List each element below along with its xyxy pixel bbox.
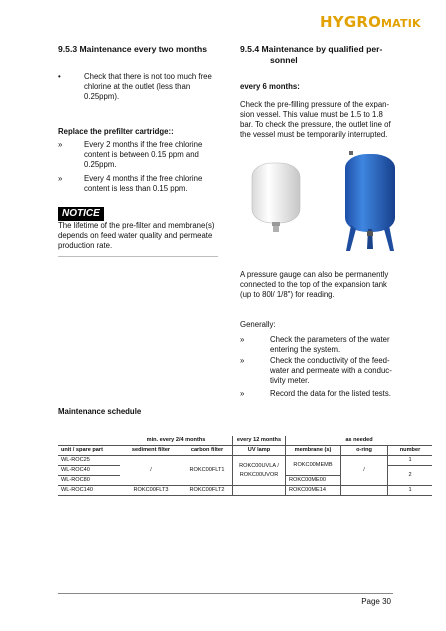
replace-prefilter-heading: Replace the prefilter cartridge:: [58, 127, 174, 136]
group-header: min. every 2/4 months [120, 436, 233, 446]
divider [58, 256, 218, 257]
notice-text-line: The lifetime of the pre-filter and membrane(s) [58, 221, 215, 230]
replace-item [58, 174, 228, 194]
notice-label: NOTICE [58, 207, 104, 221]
every6-line: the vessel must be temporarily interrupted. [240, 130, 388, 139]
section-953-title: 9.5.3 Maintenance every two months [58, 44, 208, 54]
generally-line: Record the data for the listed tests. [270, 389, 391, 398]
column-header: UV lamp [233, 446, 286, 456]
arrow-bullet: » [240, 356, 245, 365]
group-header: every 12 months [233, 436, 286, 446]
replace-text-line: content is less than 0.15 ppm. [84, 184, 188, 193]
generally-line: tivity meter. [270, 376, 310, 385]
o-ring-cell: / [341, 456, 388, 486]
arrow-bullet: » [58, 140, 63, 149]
column-header: membrane (s) [286, 446, 341, 456]
replace-text-line: Every 2 months if the free chlorine [84, 140, 203, 149]
number-cell: 1 [388, 486, 433, 496]
logo-matik: MATIK [381, 17, 421, 30]
membrane-cell: ROKC00ME14 [286, 486, 341, 496]
unit-cell: WL-ROC40 [58, 466, 120, 476]
table-row [58, 456, 432, 466]
maintenance-schedule-title: Maintenance schedule [58, 407, 142, 416]
section-954-title-line: sonnel [270, 55, 298, 65]
every6-line: bar. To check the pressure, the outlet line of [240, 120, 391, 129]
section-954-title [240, 44, 410, 66]
column-header-row [58, 446, 432, 456]
generally-line: Check the parameters of the water [270, 335, 390, 344]
generally-item [240, 389, 410, 399]
gauge-line: (up to 80l/ 1/8") for reading. [240, 290, 335, 299]
section-954-title-line: 9.5.4 Maintenance by qualified per- [240, 44, 383, 54]
generally-heading: Generally: [240, 320, 276, 329]
generally-item [240, 335, 410, 355]
membrane-cell: ROKC00ME00 [286, 476, 341, 486]
sediment-filter-cell: ROKC00FLT3 [120, 486, 182, 496]
every-6-months-heading: every 6 months: [240, 82, 300, 91]
unit-cell: WL-ROC140 [58, 486, 120, 496]
membrane-cell: ROKC00MEMB [286, 456, 341, 476]
unit-cell: WL-ROC25 [58, 456, 120, 466]
gauge-line: A pressure gauge can also be permanently [240, 270, 389, 279]
every-6-months-text [240, 100, 410, 140]
generally-line: water and permeate with a conduc- [270, 366, 392, 375]
uv-lamp-line: ROKC00UVOR [239, 471, 279, 478]
group-header: as needed [286, 436, 433, 446]
check-text-line: 0.25ppm). [84, 92, 120, 101]
column-header: unit / spare part [58, 446, 120, 456]
footer-divider [58, 593, 393, 594]
column-header: carbon filter [182, 446, 233, 456]
column-header: sediment filter [120, 446, 182, 456]
unit-cell: WL-ROC80 [58, 476, 120, 486]
number-cell: 2 [388, 466, 433, 486]
generally-line: Check the conductivity of the feed- [270, 356, 390, 365]
arrow-bullet: » [58, 174, 63, 183]
page-number: Page 30 [361, 597, 391, 606]
arrow-bullet: » [240, 335, 245, 344]
notice-text [58, 221, 228, 251]
column-header: o-ring [341, 446, 388, 456]
sediment-filter-cell: / [120, 456, 182, 486]
replace-text-line: content is between 0.15 ppm and [84, 150, 199, 159]
check-text-line: chlorine at the outlet (less than [84, 82, 191, 91]
generally-line: entering the system. [270, 345, 341, 354]
blue-expansion-tank-image [343, 151, 397, 253]
table-row [58, 486, 432, 496]
white-expansion-tank-image [250, 160, 302, 235]
arrow-bullet: » [240, 389, 245, 398]
hygromatik-logo [320, 13, 421, 31]
replace-item [58, 140, 228, 170]
check-text-line: Check that there is not too much free [84, 72, 212, 81]
notice-text-line: depends on feed water quality and permeate [58, 231, 213, 240]
replace-text-line: 0.25ppm. [84, 160, 117, 169]
every6-line: sion vessel. This value must be 1.5 to 1.8 [240, 110, 383, 119]
replace-text-line: Every 4 months if the free chlorine [84, 174, 203, 183]
carbon-filter-cell: ROKC00FLT1 [182, 456, 233, 486]
carbon-filter-cell: ROKC00FLT2 [182, 486, 233, 496]
group-header-row [58, 436, 432, 446]
check-chlorine-item [58, 72, 228, 102]
pressure-gauge-text [240, 270, 410, 300]
number-cell: 1 [388, 456, 433, 466]
logo-hygro: HYGRO [320, 13, 382, 31]
gauge-line: connected to the top of the expansion tank [240, 280, 387, 289]
uv-lamp-cell [233, 456, 286, 486]
column-header: number [388, 446, 433, 456]
every6-line: Check the pre-filling pressure of the expan- [240, 100, 390, 109]
bullet: • [58, 72, 61, 81]
notice-text-line: production rate. [58, 241, 113, 250]
maintenance-schedule-table [58, 436, 432, 496]
uv-lamp-line: ROKC00UVLA / [239, 462, 279, 469]
generally-item [240, 356, 410, 386]
